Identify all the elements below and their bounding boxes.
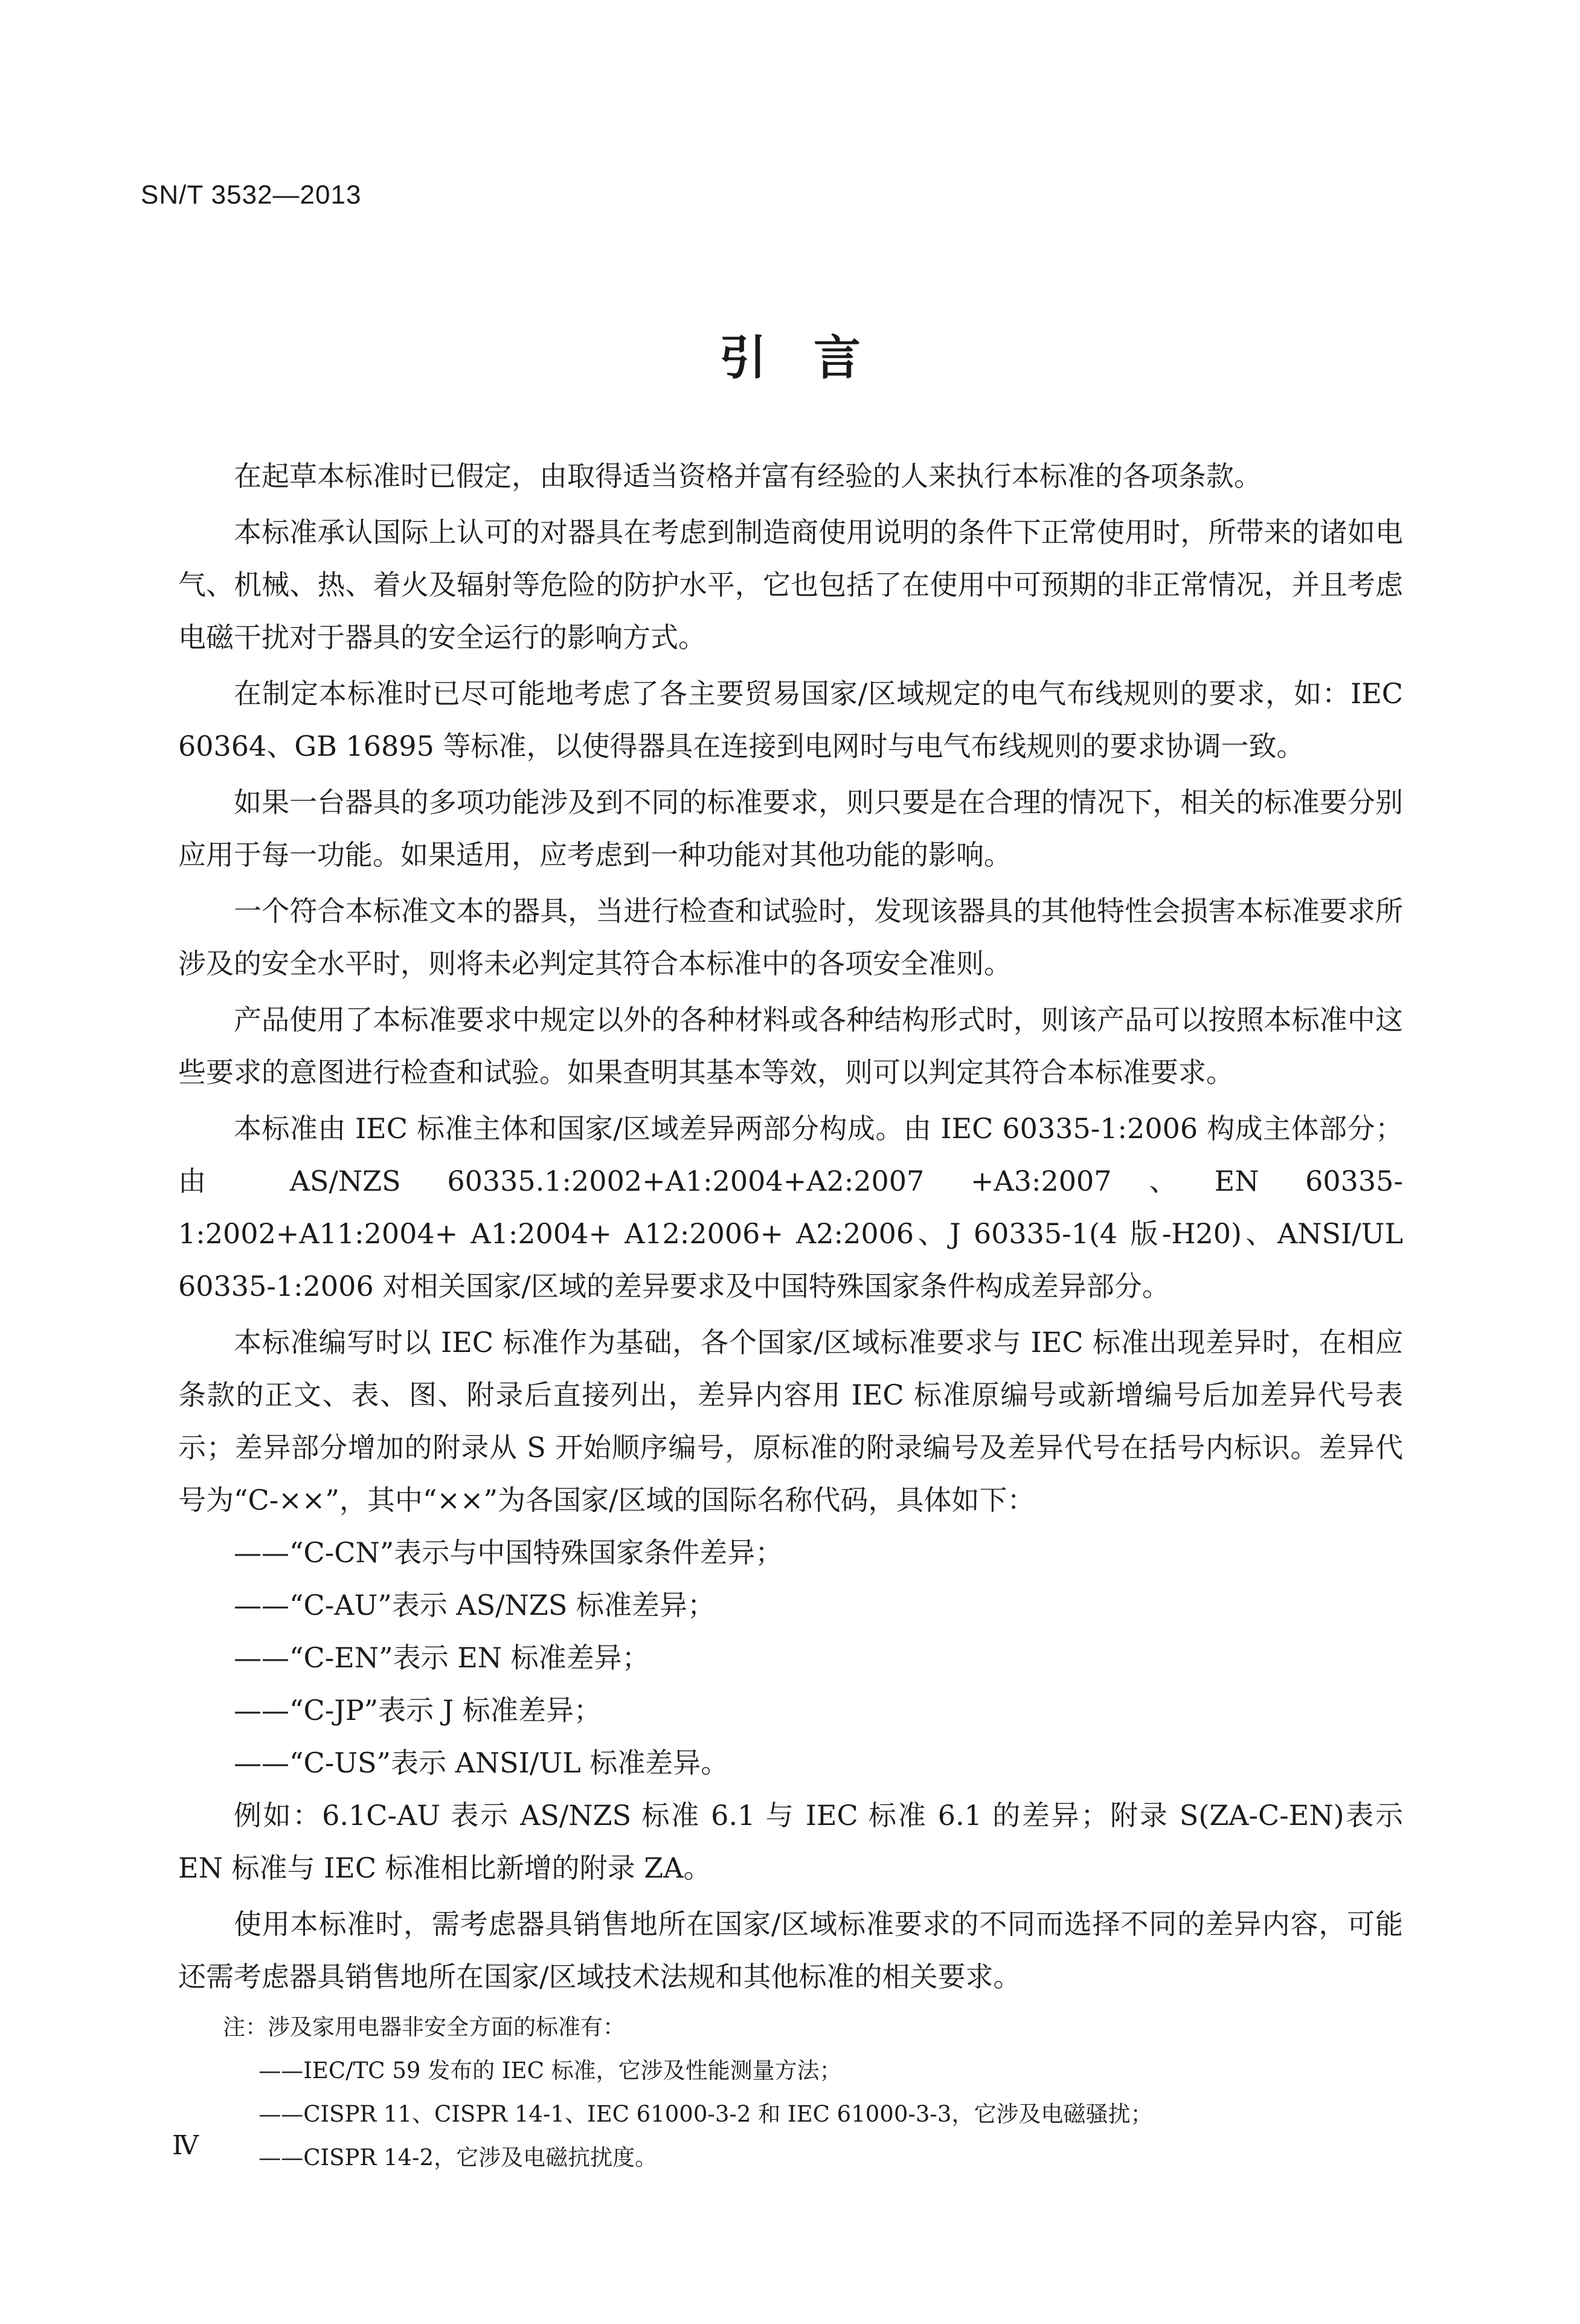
list-item: ——“C-JP”表示 J 标准差异；: [234, 1694, 602, 1727]
note-item: ——IEC/TC 59 发布的 IEC 标准，它涉及性能测量方法；: [259, 2058, 842, 2084]
paragraph: 产品使用了本标准要求中规定以外的各种材料或各种结构形式时，则该产品可以按照本标准中这些要求的意图进行检查和试验。如果查明其基本等效，则可以判定其符合本标准要求。: [178, 1003, 1403, 1089]
page-title: 引 言: [719, 331, 861, 385]
note-item: ——CISPR 11、CISPR 14-1、IEC 61000-3-2 和 IEC 61000-3-3，它涉及电磁骚扰；: [259, 2101, 1153, 2127]
paragraph: 本标准由 IEC 标准主体和国家/区域差异两部分构成。由 IEC 60335-1:2006 构成主体部分；由 AS/NZS 60335.1:2002+A1:2004+A2:2007 +A3:2007、EN 60335-1:2002+A11:2004+ A1:2004+ A12:2006+ A2:2006、J 60335-1(4 版-H20)、ANSI/UL 60335-1:2006 对相关国家/区域的差异要求及中国特殊国家条件构成差异部分。: [178, 1112, 1403, 1302]
paragraph: 一个符合本标准文本的器具，当进行检查和试验时，发现该器具的其他特性会损害本标准要求所涉及的安全水平时，则将未必判定其符合本标准中的各项安全准则。: [178, 895, 1403, 980]
list-item: ——“C-EN”表示 EN 标准差异；: [234, 1641, 650, 1674]
paragraph: 本标准承认国际上认可的对器具在考虑到制造商使用说明的条件下正常使用时，所带来的诸如电气、机械、热、着火及辐射等危险的防护水平，它也包括了在使用中可预期的非正常情况，并且考虑电磁干扰对于器具的安全运行的影响方式。: [178, 516, 1403, 654]
paragraph: 使用本标准时，需考虑器具销售地所在国家/区域标准要求的不同而选择不同的差异内容，可能还需考虑器具销售地所在国家/区域技术法规和其他标准的相关要求。: [178, 1908, 1403, 1993]
paragraph: 本标准编写时以 IEC 标准作为基础，各个国家/区域标准要求与 IEC 标准出现差异时，在相应条款的正文、表、图、附录后直接列出，差异内容用 IEC 标准原编号或新增编号后加差异代号表示；差异部分增加的附录从 S 开始顺序编号，原标准的附录编号及差异代号在括号内标识。差异代号为“C-××”，其中“××”为各国家/区域的国际名称代码，具体如下：: [178, 1326, 1403, 1516]
note-item: ——CISPR 14-2，它涉及电磁抗扰度。: [259, 2145, 658, 2171]
paragraph: 在制定本标准时已尽可能地考虑了各主要贸易国家/区域规定的电气布线规则的要求，如：IEC 60364、GB 16895 等标准，以使得器具在连接到电网时与电气布线规则的要求协调一致。: [178, 677, 1403, 762]
difference-code-list: [178, 1527, 1403, 1789]
paragraph: 如果一台器具的多项功能涉及到不同的标准要求，则只要是在合理的情况下，相关的标准要分别应用于每一功能。如果适用，应考虑到一种功能对其他功能的影响。: [178, 786, 1403, 871]
list-item: ——“C-US”表示 ANSI/UL 标准差异。: [234, 1746, 729, 1779]
paragraph: 在起草本标准时已假定，由取得适当资格并富有经验的人来执行本标准的各项条款。: [234, 460, 1262, 492]
note-block: [178, 2006, 1403, 2180]
list-item: ——“C-CN”表示与中国特殊国家条件差异；: [234, 1536, 783, 1569]
document-body: [178, 450, 1403, 2180]
document-code: SN/T 3532—2013: [141, 180, 362, 210]
paragraph: 例如：6.1C-AU 表示 AS/NZS 标准 6.1 与 IEC 标准 6.1 的差异；附录 S(ZA-C-EN)表示 EN 标准与 IEC 标准相比新增的附录 ZA。: [178, 1799, 1403, 1884]
page-number: Ⅳ: [172, 2130, 199, 2161]
list-item: ——“C-AU”表示 AS/NZS 标准差异；: [234, 1589, 715, 1621]
note-label: 注：涉及家用电器非安全方面的标准有：: [223, 2014, 625, 2040]
